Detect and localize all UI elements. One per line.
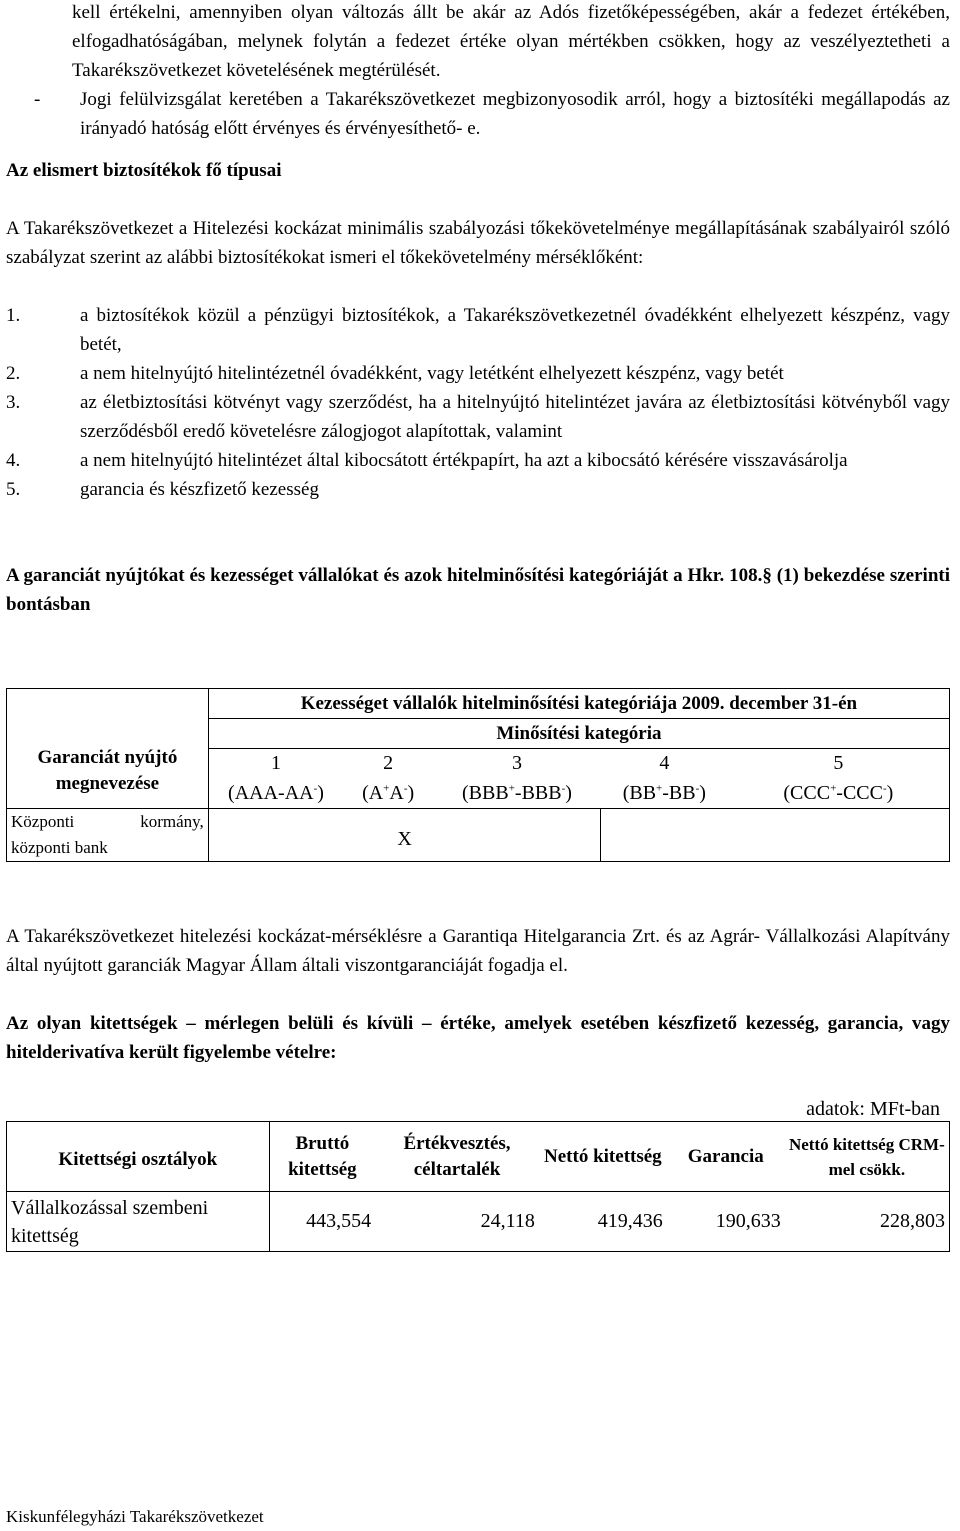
- column-header: Kitettségi osztályok: [7, 1122, 270, 1192]
- list-item-number: 2.: [6, 363, 21, 384]
- row-mark: X: [208, 809, 601, 862]
- table-subtitle: Minősítési kategória: [208, 719, 949, 749]
- column-header: Garancia: [667, 1122, 785, 1192]
- category-number: 1: [208, 749, 343, 779]
- list-item-text: a biztosítékok közül a pénzügyi biztosítékok, a Takarékszövetkezetnél óvadékként elhelyezett készpénz, vagy betét,: [80, 305, 950, 355]
- page-footer: Kiskunfélegyházi Takarékszövetkezet: [6, 1507, 264, 1526]
- list-item-text: a nem hitelnyújtó hitelintézetnél óvadékként, vagy letétként elhelyezett készpénz, vagy betét: [80, 363, 784, 384]
- list-item: [6, 301, 950, 359]
- bullet-text: Jogi felülvizsgálat keretében a Takarékszövetkezet megbizonyosodik arról, hogy a biztosítéki megállapodás az irányadó hatóság előtt érvényes és érvényesíthető- e.: [80, 89, 950, 139]
- list-item-number: 5.: [6, 479, 21, 500]
- section-paragraph-types: A Takarékszövetkezet a Hitelezési kockázat minimális szabályozási tőkekövetelménye megállapításának szabályairól szóló szabályzat szerint az alábbi biztosítékokat ismeri el tőkekövetelmény mérséklőként:: [6, 218, 950, 268]
- exposure-table: [6, 1121, 950, 1252]
- table-cell: 24,118: [375, 1192, 539, 1252]
- column-header: Nettó kitettség: [539, 1122, 667, 1192]
- table-cell: 419,436: [539, 1192, 667, 1252]
- rating-cell: (AAA-AA-): [208, 779, 343, 809]
- category-number: 3: [511, 752, 522, 775]
- table-cell: 228,803: [785, 1192, 950, 1252]
- category-number: 5: [728, 749, 950, 779]
- table-row: [7, 719, 950, 749]
- category-number: 4: [659, 752, 670, 775]
- section-heading-exposures: Az olyan kitettségek – mérlegen belüli és kívüli – értéke, amelyek esetében készfizető kezesség, garancia, vagy hitelderivatíva került figyelembe vételre:: [6, 1013, 950, 1063]
- collateral-type-list: [6, 301, 950, 504]
- row-label: Vállalkozással szembeni kitettség: [7, 1192, 270, 1252]
- list-item-text: az életbiztosítási kötvényt vagy szerződést, ha a hitelnyújtó hitelintézet javára az életbiztosítási kötvényből vagy szerződésből eredő követelésre zálogjogot alapítottak, valamint: [80, 392, 950, 442]
- column-header: Értékvesztés, céltartalék: [375, 1122, 539, 1192]
- row-label: Központi kormány, központi bank: [7, 809, 209, 862]
- table-title: Kezességet vállalók hitelminősítési kategóriája 2009. december 31-én: [208, 689, 949, 719]
- rating-cell: (BBB+-BBB-): [433, 779, 601, 809]
- column-header: Nettó kitettség CRM-mel csökk.: [785, 1122, 950, 1192]
- table-cell: 443,554: [269, 1192, 375, 1252]
- rating-cell: (CCC+-CCC-): [728, 779, 950, 809]
- list-item-number: 3.: [6, 392, 21, 413]
- list-item: [6, 359, 950, 388]
- table-cell: [601, 809, 950, 862]
- table-cell: [7, 689, 209, 719]
- list-item-number: 4.: [6, 450, 21, 471]
- table-row: [7, 809, 950, 862]
- rating-cell: (A+A-): [343, 779, 433, 809]
- section-heading-types: Az elismert biztosítékok fő típusai: [6, 160, 282, 181]
- list-item: [6, 475, 950, 504]
- list-item: [6, 446, 950, 475]
- document-page: [6, 0, 950, 1252]
- list-item-text: a nem hitelnyújtó hitelintézet által kibocsátott értékpapírt, ha azt a kibocsátó kérésére visszavásárolja: [80, 450, 848, 471]
- table-row: [7, 1122, 950, 1192]
- list-item: [6, 388, 950, 446]
- table-row: [7, 1192, 950, 1252]
- intro-paragraph: kell értékelni, amennyiben olyan változás állt be akár az Adós fizetőképességében, akár a fedezet értékében, elfogadhatóságában, melynek folytán a fedezet értéke olyan mértékben csökken, hogy az veszélyeztetheti a Takarékszövetkezet követelésének megtérülését.: [72, 2, 950, 81]
- list-item-text: garancia és készfizető kezesség: [80, 479, 319, 500]
- guarantor-rating-table: [6, 688, 950, 862]
- row-header: Garanciát nyújtó megnevezése: [7, 719, 209, 809]
- category-number: 2: [383, 752, 394, 775]
- bullet-mark: -: [34, 89, 41, 110]
- rating-cell: (BB+-BB-): [601, 779, 728, 809]
- bullet-item: [34, 85, 950, 143]
- unit-note: adatok: MFt-ban: [806, 1098, 940, 1120]
- counter-guarantee-paragraph: A Takarékszövetkezet hitelezési kockázat-mérséklésre a Garantiqa Hitelgarancia Zrt. és az Agrár- Vállalkozási Alapítvány által nyújtott garanciák Magyar Állam általi viszontgaranciáját fogadja el.: [6, 926, 950, 976]
- column-header: Bruttó kitettség: [269, 1122, 375, 1192]
- section-heading-guarantors: A garanciát nyújtókat és kezességet vállalókat és azok hitelminősítési kategóriáját a Hkr. 108.§ (1) bekezdése szerinti bontásban: [6, 565, 950, 615]
- table-cell: 190,633: [667, 1192, 785, 1252]
- table-row: [7, 689, 950, 719]
- list-item-number: 1.: [6, 305, 21, 326]
